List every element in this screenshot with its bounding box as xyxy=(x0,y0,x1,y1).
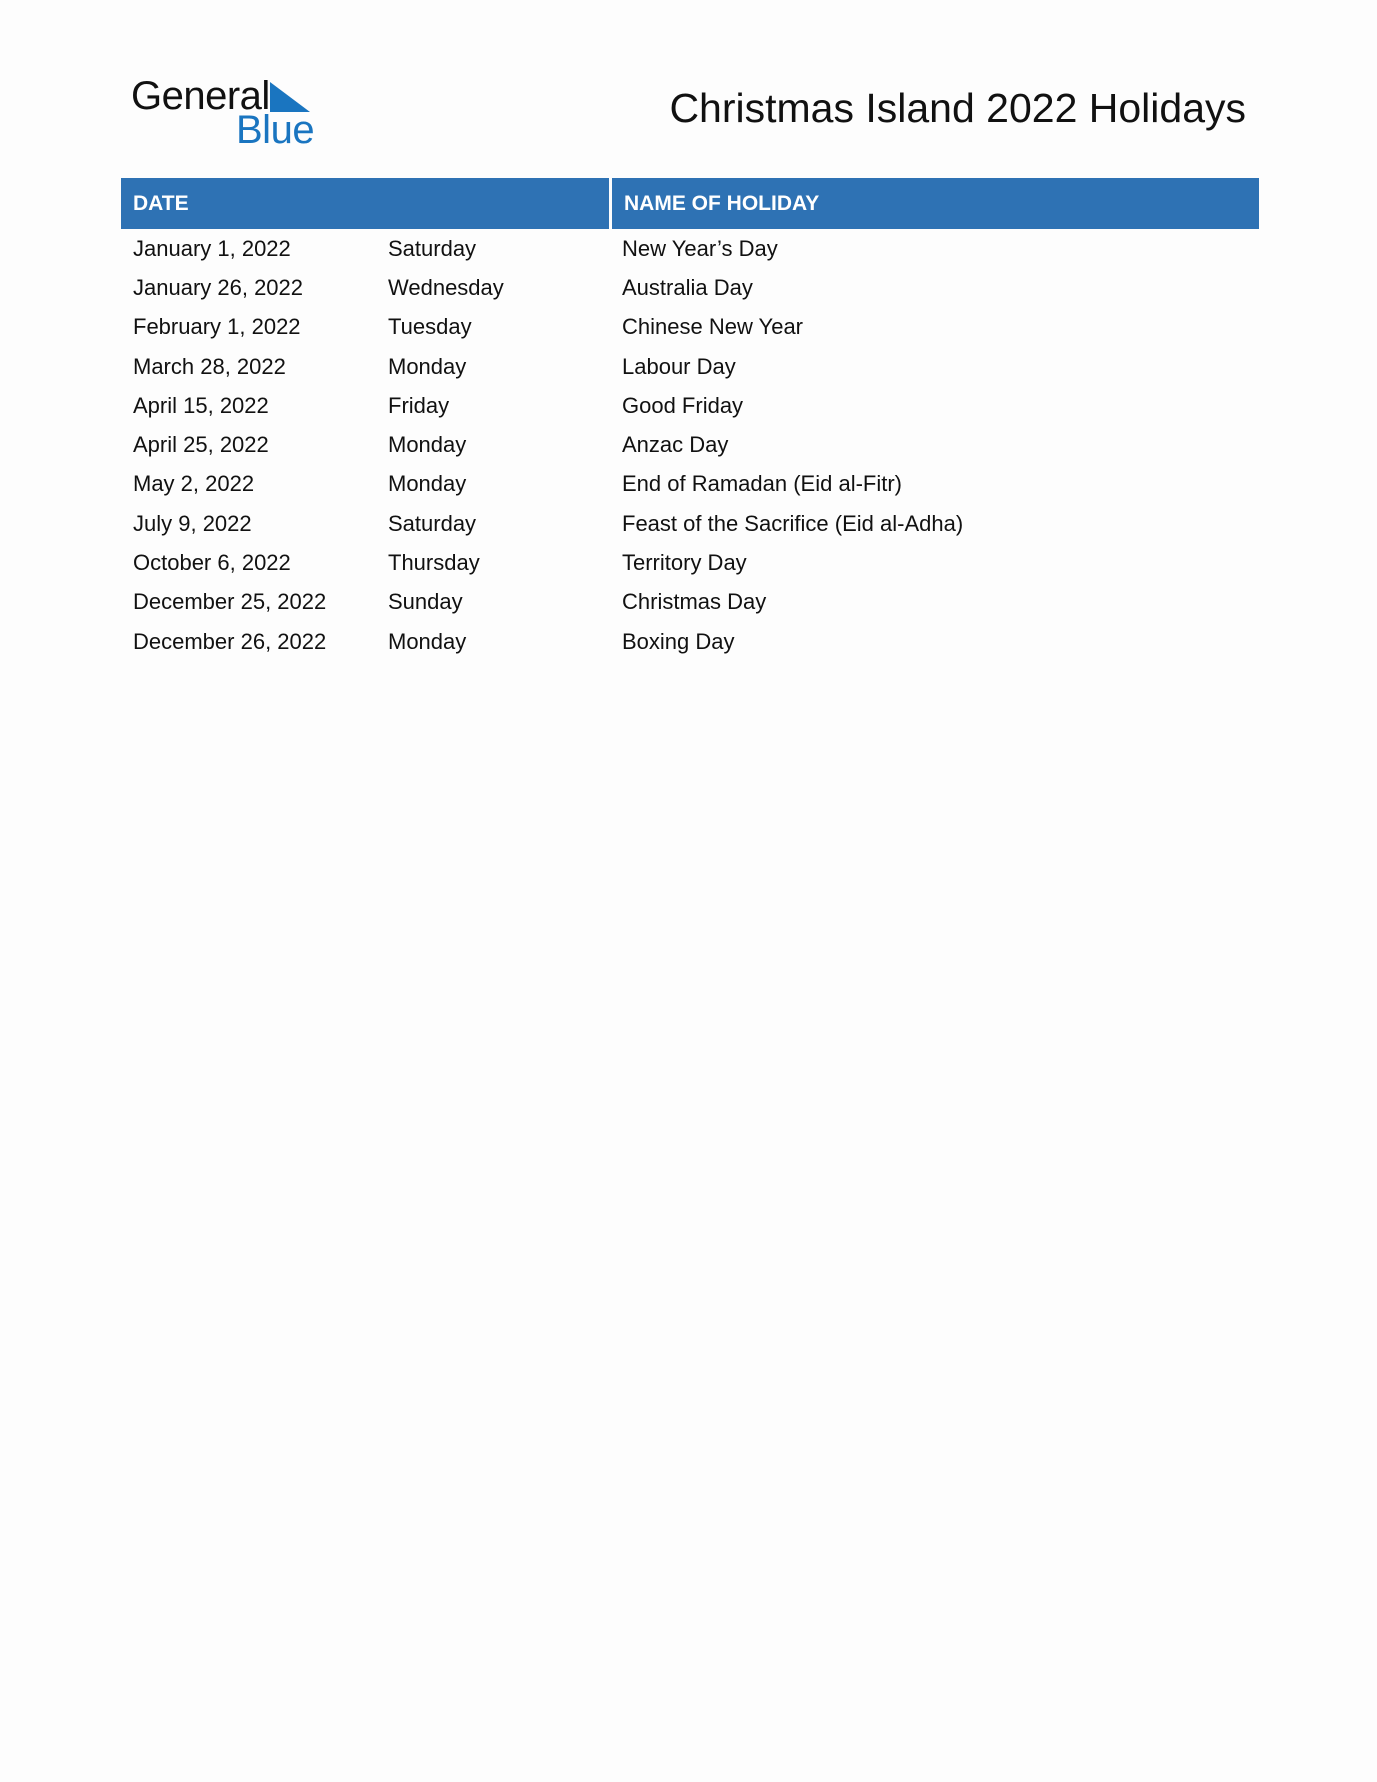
holiday-table xyxy=(121,178,1259,661)
weekday-cell: Friday xyxy=(388,392,450,418)
holiday-name-cell: Good Friday xyxy=(622,392,744,418)
table-row xyxy=(121,583,1259,622)
weekday-cell: Thursday xyxy=(388,550,480,576)
table-body xyxy=(121,229,1259,661)
weekday-cell: Monday xyxy=(388,353,467,379)
weekday-cell: Monday xyxy=(388,432,467,458)
weekday-cell: Tuesday xyxy=(388,314,472,340)
date-cell: March 28, 2022 xyxy=(133,353,286,379)
table-row xyxy=(121,425,1259,464)
page-title: Christmas Island 2022 Holidays xyxy=(669,85,1246,131)
holiday-name-cell: Australia Day xyxy=(622,274,753,300)
date-cell: January 1, 2022 xyxy=(133,235,291,261)
weekday-cell: Sunday xyxy=(388,589,463,615)
weekday-cell: Saturday xyxy=(388,235,477,261)
weekday-cell: Monday xyxy=(388,628,467,654)
column-header-holiday: NAME OF HOLIDAY xyxy=(612,178,1259,229)
table-row xyxy=(121,543,1259,582)
holiday-name-cell: Labour Day xyxy=(622,353,736,379)
weekday-cell: Wednesday xyxy=(388,274,504,300)
holiday-name-cell: Boxing Day xyxy=(622,628,735,654)
table-row xyxy=(121,308,1259,347)
date-cell: May 2, 2022 xyxy=(133,471,255,497)
weekday-cell: Saturday xyxy=(388,510,477,536)
logo xyxy=(131,72,316,152)
column-header-date: DATE xyxy=(121,178,609,229)
holiday-name-cell: New Year’s Day xyxy=(622,235,778,261)
weekday-cell: Monday xyxy=(388,471,467,497)
table-row xyxy=(121,268,1259,307)
holiday-name-cell: Feast of the Sacrifice (Eid al-Adha) xyxy=(622,510,964,536)
holiday-name-cell: End of Ramadan (Eid al-Fitr) xyxy=(622,471,902,497)
table-row xyxy=(121,386,1259,425)
date-cell: October 6, 2022 xyxy=(133,550,291,576)
table-row xyxy=(121,622,1259,661)
table-row xyxy=(121,347,1259,386)
logo-text-general: General xyxy=(131,74,270,118)
date-cell: December 26, 2022 xyxy=(133,628,327,654)
logo-text-blue: Blue xyxy=(236,108,315,152)
date-cell: April 25, 2022 xyxy=(133,432,269,458)
date-cell: December 25, 2022 xyxy=(133,589,327,615)
table-row xyxy=(121,465,1259,504)
holiday-name-cell: Anzac Day xyxy=(622,432,729,458)
date-cell: April 15, 2022 xyxy=(133,392,269,418)
holiday-name-cell: Christmas Day xyxy=(622,589,767,615)
holiday-name-cell: Chinese New Year xyxy=(622,314,804,340)
date-cell: February 1, 2022 xyxy=(133,314,301,340)
holiday-name-cell: Territory Day xyxy=(622,550,747,576)
table-row xyxy=(121,504,1259,543)
date-cell: July 9, 2022 xyxy=(133,510,252,536)
table-row xyxy=(121,229,1259,268)
table-header xyxy=(121,178,1259,229)
date-cell: January 26, 2022 xyxy=(133,274,304,300)
